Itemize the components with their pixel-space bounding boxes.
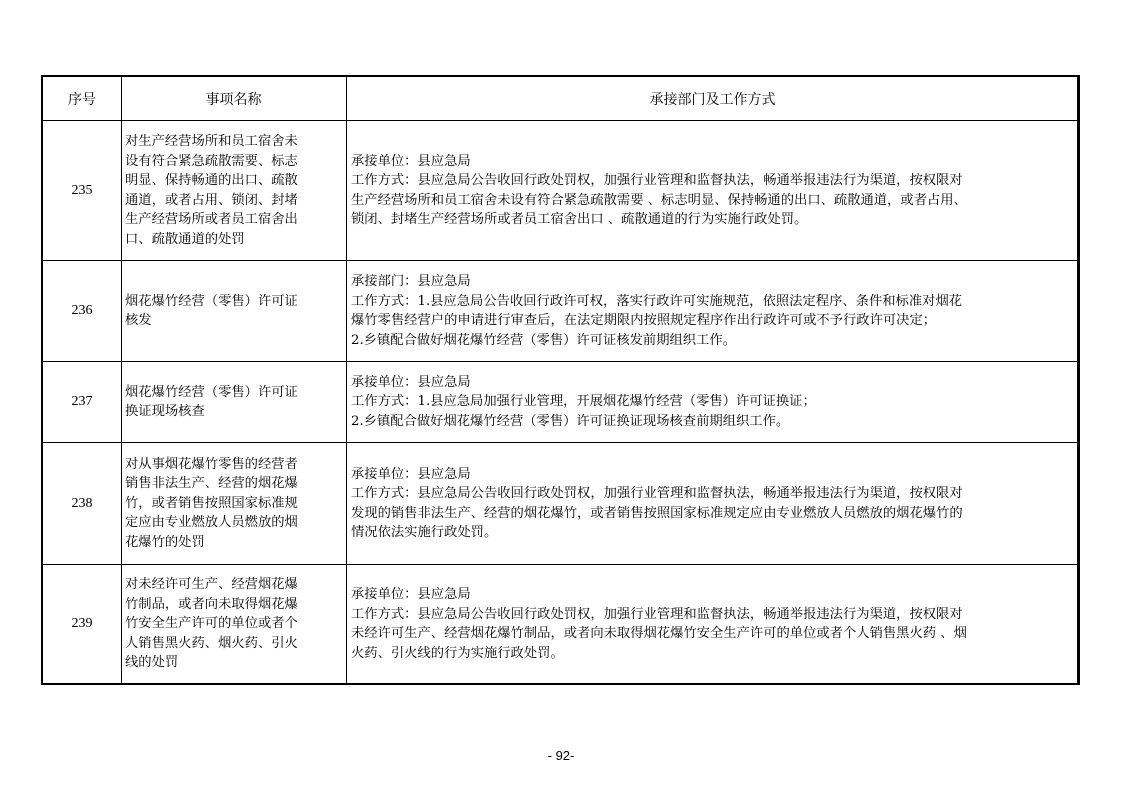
department-method-line: 发现的销售非法生产、经营的烟花爆竹，或者销售按照国家标准规定应由专业燃放人员燃放的烟花爆竹的 xyxy=(351,505,963,521)
row-number: 236 xyxy=(43,261,122,361)
table-row xyxy=(43,565,1077,683)
row-number: 235 xyxy=(43,121,122,260)
service-items-table xyxy=(41,75,1080,685)
department-method-line: 火药、引火线的行为实施行政处罚。 xyxy=(351,645,564,661)
department-method-cell xyxy=(347,443,1077,564)
table-row xyxy=(43,261,1077,362)
header-number: 序号 xyxy=(43,77,122,120)
department-method-line: 承接部门：县应急局 xyxy=(351,274,471,289)
item-name-line: 生产经营场所或者员工宿舍出 xyxy=(125,212,298,227)
item-name-line: 设有符合紧急疏散需要、标志 xyxy=(125,153,298,169)
item-name-line: 烟花爆竹经营（零售）许可证 xyxy=(125,384,298,400)
department-method-line: 未经许可生产、经营烟花爆竹制品，或者向未取得烟花爆竹安全生产许可的单位或者个人销售黑火药 、烟 xyxy=(351,626,967,641)
department-method-cell xyxy=(347,362,1077,442)
department-method-line: 生产经营场所和员工宿舍未设有符合紧急疏散需要 、标志明显、保持畅通的出口、疏散通道，或者占用、 xyxy=(351,192,967,208)
item-name-line: 换证现场核查 xyxy=(125,404,205,419)
item-name-line: 对从事烟花爆竹零售的经营者 xyxy=(125,456,298,472)
department-method-line: 工作方式：县应急局公告收回行政处罚权，加强行业管理和监督执法，畅通举报违法行为渠道，按权限对 xyxy=(351,486,963,501)
department-method-line: 情况依法实施行政处罚。 xyxy=(351,525,498,540)
item-name-cell xyxy=(122,261,347,361)
department-method-line: 工作方式：1.县应急局加强行业管理，开展烟花爆竹经营（零售）许可证换证； xyxy=(351,394,816,410)
row-number: 237 xyxy=(43,362,122,442)
table-row xyxy=(43,362,1077,443)
item-name-line: 对未经许可生产、经营烟花爆 xyxy=(125,577,298,593)
item-name-line: 竹安全生产许可的单位或者个 xyxy=(125,616,298,632)
item-name-line: 线的处罚 xyxy=(125,655,179,671)
department-method-line: 2.乡镇配合做好烟花爆竹经营（零售）许可证换证现场核查前期组织工作。 xyxy=(351,413,790,429)
item-name-line: 竹，或者销售按照国家标准规 xyxy=(125,495,298,511)
department-method-line: 锁闭、封堵生产经营场所或者员工宿舍出口 、疏散通道的行为实施行政处罚。 xyxy=(351,212,808,227)
row-number: 238 xyxy=(43,443,122,564)
department-method-line: 爆竹零售经营户的申请进行审查后，在法定期限内按照规定程序作出行政许可或不予行政许可决定； xyxy=(351,313,937,328)
item-name-cell xyxy=(122,565,347,683)
row-number: 239 xyxy=(43,565,122,683)
header-department-method: 承接部门及工作方式 xyxy=(649,91,776,108)
item-name-line: 核发 xyxy=(125,313,152,328)
department-method-line: 承接单位：县应急局 xyxy=(351,466,471,482)
item-name-line: 定应由专业燃放人员燃放的烟 xyxy=(125,515,298,531)
page-number: - 92- xyxy=(547,748,575,763)
item-name-line: 人销售黑火药、烟火药、引火 xyxy=(125,635,298,651)
department-method-cell xyxy=(347,121,1077,260)
department-method-line: 承接单位：县应急局 xyxy=(351,153,471,169)
item-name-line: 烟花爆竹经营（零售）许可证 xyxy=(125,293,298,309)
department-method-cell xyxy=(347,261,1077,361)
header-item-name: 事项名称 xyxy=(122,77,347,120)
item-name-line: 通道，或者占用、锁闭、封堵 xyxy=(125,192,298,208)
department-method-line: 承接单位：县应急局 xyxy=(351,374,471,390)
item-name-line: 对生产经营场所和员工宿舍未 xyxy=(125,134,298,149)
item-name-line: 明显、保持畅通的出口、疏散 xyxy=(125,173,298,188)
table-row xyxy=(43,443,1077,565)
item-name-line: 花爆竹的处罚 xyxy=(125,534,205,550)
item-name-line: 竹制品，或者向未取得烟花爆 xyxy=(125,596,298,612)
table-row xyxy=(43,121,1077,261)
item-name-cell xyxy=(122,362,347,442)
item-name-line: 销售非法生产、经营的烟花爆 xyxy=(125,476,298,492)
department-method-line: 承接单位：县应急局 xyxy=(351,587,471,602)
department-method-line: 2.乡镇配合做好烟花爆竹经营（零售）许可证核发前期组织工作。 xyxy=(351,332,736,348)
item-name-cell xyxy=(122,121,347,260)
item-name-cell xyxy=(122,443,347,564)
table-header-row xyxy=(43,77,1077,121)
department-method-line: 工作方式：县应急局公告收回行政处罚权，加强行业管理和监督执法，畅通举报违法行为渠道，按权限对 xyxy=(351,173,963,188)
item-name-line: 口、疏散通道的处罚 xyxy=(125,231,245,247)
department-method-cell xyxy=(347,565,1077,683)
department-method-line: 工作方式：1.县应急局公告收回行政许可权，落实行政许可实施规范，依照法定程序、条件和标准对烟花 xyxy=(351,293,963,309)
department-method-line: 工作方式：县应急局公告收回行政处罚权，加强行业管理和监督执法，畅通举报违法行为渠道，按权限对 xyxy=(351,606,963,622)
